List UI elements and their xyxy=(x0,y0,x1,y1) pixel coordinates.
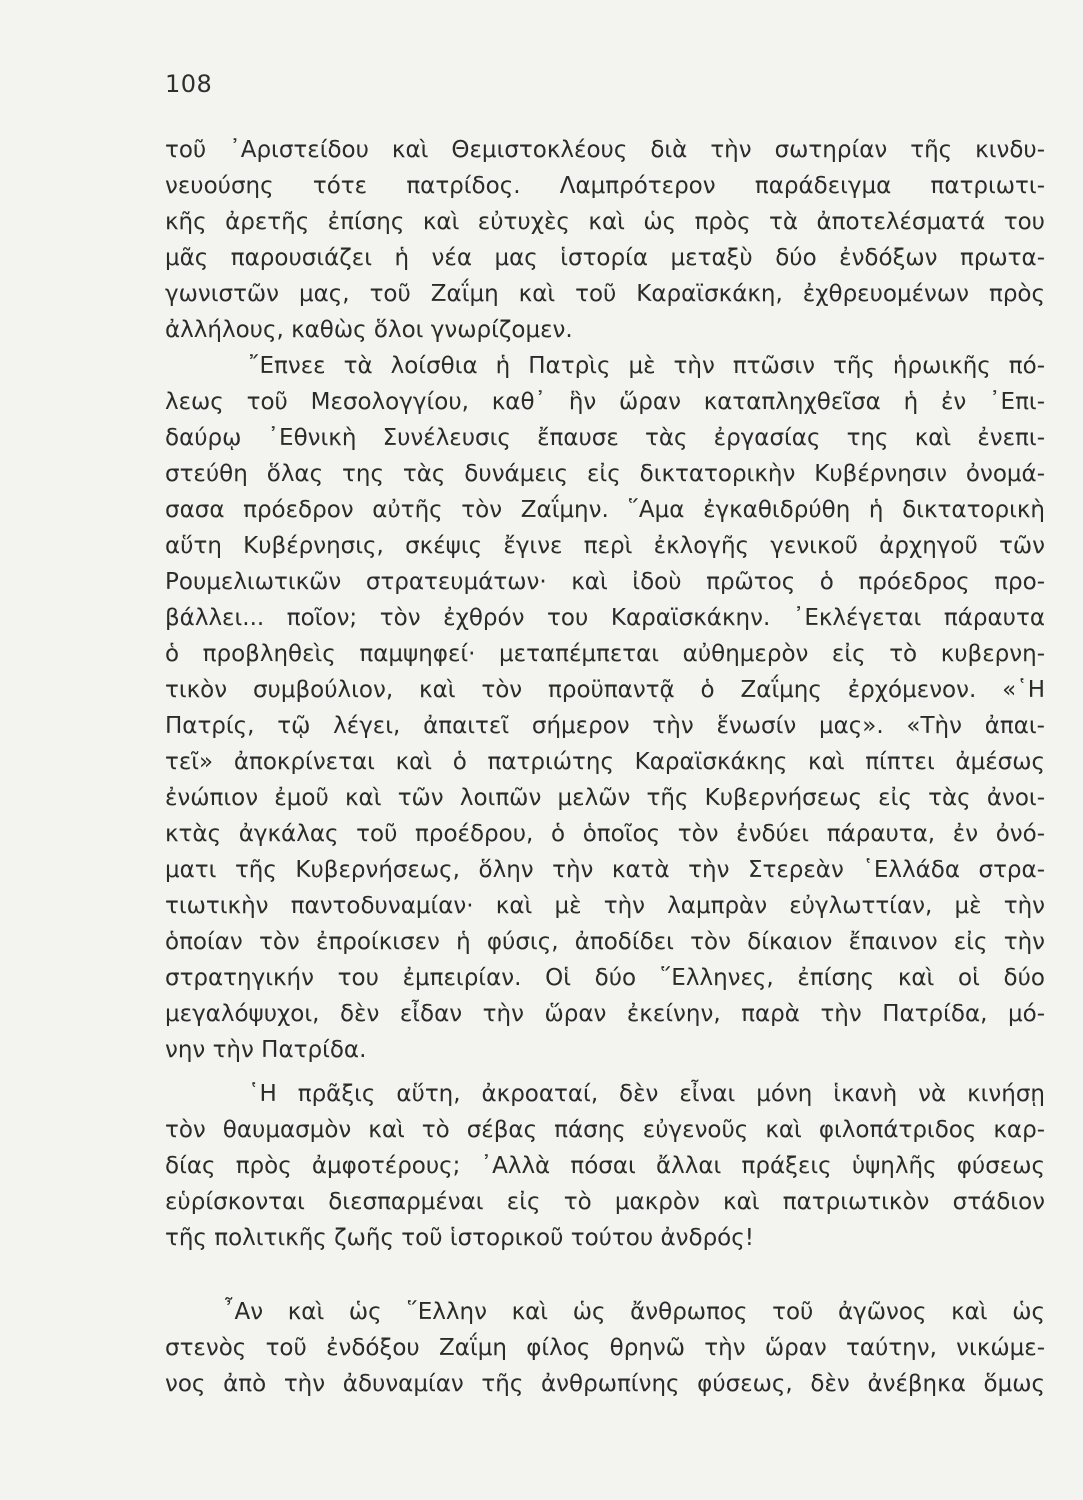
text-line: γωνιστῶν μας, τοῦ Ζαΐμη καὶ τοῦ Καραϊσκάκη, ἐχθρευομένων πρὸς xyxy=(165,281,1045,307)
text-line: στρατηγικήν του ἐμπειρίαν. Οἱ δύο ῞Ελληνες, ἐπίσης καὶ οἱ δύο xyxy=(165,965,1045,991)
text-line: νος ἀπὸ τὴν ἀδυναμίαν τῆς ἀνθρωπίνης φύσεως, δὲν ἀνέβηκα ὅμως xyxy=(165,1371,1045,1397)
text-line: ὁποίαν τὸν ἐπροίκισεν ἡ φύσις, ἀποδίδει τὸν δίκαιον ἔπαινον εἰς τὴν xyxy=(165,929,1045,955)
text-line: τοῦ ᾿Αριστείδου καὶ Θεμιστοκλέους διὰ τὴν σωτηρίαν τῆς κινδυ- xyxy=(165,137,1045,163)
page-number: 108 xyxy=(165,70,213,98)
text-line: κτὰς ἀγκάλας τοῦ προέδρου, ὁ ὁποῖος τὸν ἐνδύει πάραυτα, ἐν ὀνό- xyxy=(165,821,1045,847)
text-line: τεῖ» ἀποκρίνεται καὶ ὁ πατριώτης Καραϊσκάκης καὶ πίπτει ἀμέσως xyxy=(165,749,1045,775)
text-line: δαύρῳ ᾿Εθνικὴ Συνέλευσις ἔπαυσε τὰς ἐργασίας της καὶ ἐνεπι- xyxy=(165,425,1045,451)
text-line: αὕτη Κυβέρνησις, σκέψις ἔγινε περὶ ἐκλογῆς γενικοῦ ἀρχηγοῦ τῶν xyxy=(165,533,1045,559)
text-line: ὁ προβληθεὶς παμψηφεί· μεταπέμπεται αὐθημερὸν εἰς τὸ κυβερνη- xyxy=(165,641,1045,667)
text-line: τὸν θαυμασμὸν καὶ τὸ σέβας πάσης εὐγενοῦς καὶ φιλοπάτριδος καρ- xyxy=(165,1117,1045,1143)
text-line: τιωτικὴν παντοδυναμίαν· καὶ μὲ τὴν λαμπρὰν εὐγλωττίαν, μὲ τὴν xyxy=(165,893,1045,919)
text-line: ῏Αν καὶ ὡς ῞Ελλην καὶ ὡς ἄνθρωπος τοῦ ἀγῶνος καὶ ὡς xyxy=(223,1299,1045,1325)
text-line: στενὸς τοῦ ἐνδόξου Ζαΐμη φίλος θρηνῶ τὴν ὥραν ταύτην, νικώμε- xyxy=(165,1335,1045,1361)
text-line: τῆς πολιτικῆς ζωῆς τοῦ ἱστορικοῦ τούτου ἀνδρός! xyxy=(165,1225,754,1251)
text-line: βάλλει... ποῖον; τὸν ἐχθρόν του Καραϊσκάκην. ᾿Εκλέγεται πάραυτα xyxy=(165,605,1045,631)
text-line: κῆς ἀρετῆς ἐπίσης καὶ εὐτυχὲς καὶ ὡς πρὸς τὰ ἀποτελέσματά του xyxy=(165,209,1045,235)
text-line: λεως τοῦ Μεσολογγίου, καθ᾿ ἣν ὥραν καταπληχθεῖσα ἡ ἐν ᾿Επι- xyxy=(165,389,1045,415)
text-line: τικὸν συμβούλιον, καὶ τὸν προϋπαντᾷ ὁ Ζαΐμης ἐρχόμενον. «῾Η xyxy=(165,677,1045,703)
text-line: ῎Επνεε τὰ λοίσθια ἡ Πατρὶς μὲ τὴν πτῶσιν τῆς ἡρωικῆς πό- xyxy=(248,353,1045,379)
text-line: σασα πρόεδρον αὐτῆς τὸν Ζαΐμην. ῞Αμα ἐγκαθιδρύθη ἡ δικτατορικὴ xyxy=(165,497,1045,523)
text-line: δίας πρὸς ἀμφοτέρους; ᾿Αλλὰ πόσαι ἄλλαι πράξεις ὑψηλῆς φύσεως xyxy=(165,1153,1045,1179)
text-line: ματι τῆς Κυβερνήσεως, ὅλην τὴν κατὰ τὴν Στερεὰν ῾Ελλάδα στρα- xyxy=(165,857,1045,883)
text-line: μᾶς παρουσιάζει ἡ νέα μας ἱστορία μεταξὺ δύο ἐνδόξων πρωτα- xyxy=(165,245,1045,271)
text-line: Ρουμελιωτικῶν στρατευμάτων· καὶ ἰδοὺ πρῶτος ὁ πρόεδρος προ- xyxy=(165,569,1045,595)
text-line: ἐνώπιον ἐμοῦ καὶ τῶν λοιπῶν μελῶν τῆς Κυβερνήσεως εἰς τὰς ἀνοι- xyxy=(165,785,1045,811)
text-line: ῾Η πρᾶξις αὕτη, ἀκροαταί, δὲν εἶναι μόνη ἱκανὴ νὰ κινήσῃ xyxy=(248,1081,1045,1107)
text-line: ἀλλήλους, καθὼς ὅλοι γνωρίζομεν. xyxy=(165,317,573,343)
text-line: εὑρίσκονται διεσπαρμέναι εἰς τὸ μακρὸν καὶ πατριωτικὸν στάδιον xyxy=(165,1189,1045,1215)
text-line: μεγαλόψυχοι, δὲν εἶδαν τὴν ὥραν ἐκείνην, παρὰ τὴν Πατρίδα, μό- xyxy=(165,1001,1045,1027)
text-line: στεύθη ὅλας της τὰς δυνάμεις εἰς δικτατορικὴν Κυβέρνησιν ὀνομά- xyxy=(165,461,1045,487)
text-line: Πατρίς, τῷ λέγει, ἀπαιτεῖ σήμερον τὴν ἕνωσίν μας». «Τὴν ἀπαι- xyxy=(165,713,1045,739)
text-line: νην τὴν Πατρίδα. xyxy=(165,1037,367,1063)
text-line: νευούσης τότε πατρίδος. Λαμπρότερον παράδειγμα πατριωτι- xyxy=(165,173,1045,199)
